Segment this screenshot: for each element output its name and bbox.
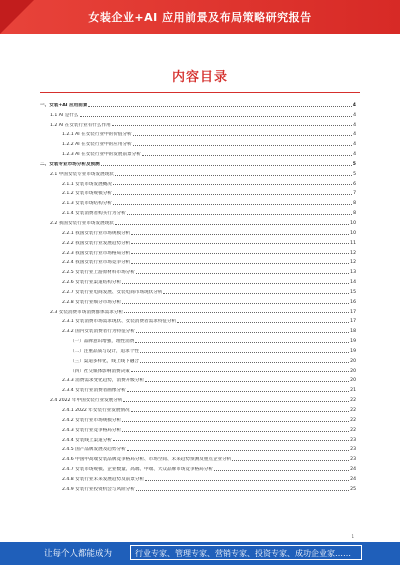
toc-entry[interactable] xyxy=(40,285,356,295)
toc-entry-label: 2.2.6 女装行业渠道结构分析 xyxy=(62,280,122,286)
toc-entry[interactable] xyxy=(40,216,356,226)
toc-entry-page: 14 xyxy=(350,280,356,286)
toc-dot-leader xyxy=(145,480,349,481)
toc-entry-page: 18 xyxy=(350,329,356,335)
toc-entry[interactable] xyxy=(40,265,356,275)
toc-entry[interactable] xyxy=(40,423,356,433)
toc-entry-label: 2.4.5 国产品牌发展及趋势分析 xyxy=(62,447,126,453)
toc-entry[interactable] xyxy=(40,196,356,206)
toc-title: 内容目录 xyxy=(171,70,228,85)
toc-dot-leader xyxy=(127,214,352,215)
table-of-contents xyxy=(40,98,356,492)
toc-dot-leader xyxy=(113,184,352,185)
toc-entry-label: 2.4.1 2022 年女装行业发展情况 xyxy=(62,408,130,413)
toc-entry-page: 20 xyxy=(350,378,356,384)
toc-dot-leader xyxy=(127,450,349,451)
toc-entry-page: 17 xyxy=(350,319,356,325)
toc-entry-label: 2.3.2 国内女装消费者行为特征分析 xyxy=(62,329,135,335)
toc-dot-leader xyxy=(122,303,349,304)
toc-dot-leader xyxy=(113,440,349,441)
report-title: 女装企业+AI 应用前景及布局策略研究报告 xyxy=(88,11,312,24)
toc-entry-label: 1.2.3 AI 在女装行业中的发展前景分析 xyxy=(62,152,141,158)
toc-entry[interactable] xyxy=(40,403,356,413)
toc-entry-label: 2.2.4 我国女装行业市场竞争分析 xyxy=(62,260,131,266)
toc-entry[interactable] xyxy=(40,98,356,108)
toc-entry-label: 2.1.1 女装市场发展概况 xyxy=(62,181,112,187)
footer-bar xyxy=(0,542,400,565)
toc-dot-leader xyxy=(131,411,349,412)
toc-dot-leader xyxy=(135,342,349,343)
toc-entry-page: 24 xyxy=(350,476,356,482)
footer-slogan-left: 让每个人都能成为 xyxy=(44,549,113,559)
toc-dot-leader xyxy=(145,381,349,382)
toc-dot-leader xyxy=(131,253,349,254)
toc-dot-leader xyxy=(133,135,352,136)
toc-entry-label: 2.2.2 我国女装行业发展趋势分析 xyxy=(62,240,131,246)
toc-dot-leader xyxy=(136,490,349,491)
toc-dot-leader xyxy=(122,421,349,422)
toc-dot-leader xyxy=(127,391,349,392)
toc-entry[interactable] xyxy=(40,305,356,315)
toc-entry-label: 2.4.7 女装市场规模、企业数量、高端、中端、大众品牌市场竞争格局分析 xyxy=(62,467,213,473)
toc-entry-page: 17 xyxy=(350,309,356,315)
toc-entry[interactable] xyxy=(40,324,356,334)
toc-entry[interactable] xyxy=(40,187,356,197)
toc-entry[interactable] xyxy=(40,413,356,423)
toc-entry-label: 1.2 AI 在女装行业有什么作用 xyxy=(50,122,111,128)
toc-dot-leader xyxy=(123,401,349,402)
toc-entry-page: 15 xyxy=(350,289,356,295)
toc-entry-label: 2.4.3 女装行业竞争格局分析 xyxy=(62,427,122,433)
toc-dot-leader xyxy=(113,194,352,195)
toc-entry-label: 2.2.7 女装行业电商发展、女装电商市场现状分析 xyxy=(62,289,163,295)
toc-entry-page: 23 xyxy=(350,457,356,463)
toc-entry-page: 10 xyxy=(350,220,356,226)
toc-entry[interactable] xyxy=(40,128,356,138)
toc-entry-page: 13 xyxy=(350,270,356,276)
toc-dot-leader xyxy=(115,224,349,225)
toc-entry-page: 23 xyxy=(350,437,356,443)
toc-entry-page: 5 xyxy=(353,171,356,177)
toc-entry[interactable] xyxy=(40,157,356,167)
toc-entry-page: 20 xyxy=(350,368,356,374)
toc-dot-leader xyxy=(163,293,349,294)
toc-dot-leader xyxy=(136,332,349,333)
toc-entry-label: 1.1 AI 是什么 xyxy=(50,112,79,118)
toc-entry-label: 1.2.1 AI 在女装行业中的价值分析 xyxy=(62,132,132,138)
toc-entry[interactable] xyxy=(40,462,356,472)
toc-entry-page: 7 xyxy=(353,191,356,197)
toc-entry-page: 5 xyxy=(352,161,356,167)
toc-entry-label: （三）渠道多样化，线上线下融合 xyxy=(70,358,139,364)
toc-entry[interactable] xyxy=(40,443,356,453)
toc-dot-leader xyxy=(214,470,349,471)
toc-entry-page: 22 xyxy=(350,398,356,404)
toc-entry-label: 2.1.3 女装市场结构分析 xyxy=(62,201,112,207)
toc-dot-leader xyxy=(124,312,349,313)
toc-entry-label: 1.2.2 AI 在女装行业中的应用分析 xyxy=(62,142,132,148)
toc-entry[interactable] xyxy=(40,472,356,482)
toc-dot-leader xyxy=(131,234,349,235)
toc-entry[interactable] xyxy=(40,177,356,187)
toc-entry-page: 23 xyxy=(350,447,356,453)
toc-dot-leader xyxy=(136,273,349,274)
toc-entry-label: 2.4.8 女装行业未来发展趋势及前景分析 xyxy=(62,476,145,482)
toc-entry[interactable] xyxy=(40,256,356,266)
toc-entry-label: 2.3.3 消费需求变化趋势，消费升级分析 xyxy=(62,378,145,384)
toc-dot-leader xyxy=(122,431,349,432)
toc-entry-page: 11 xyxy=(350,240,356,246)
toc-entry[interactable] xyxy=(40,383,356,393)
toc-entry-page: 4 xyxy=(353,132,356,138)
toc-dot-leader xyxy=(133,145,352,146)
toc-entry-label: 2.2.1 我国女装行业市场规模分析 xyxy=(62,230,131,236)
toc-dot-leader xyxy=(131,371,349,372)
toc-dot-leader xyxy=(112,125,352,126)
toc-entry[interactable] xyxy=(40,137,356,147)
toc-entry-page: 24 xyxy=(350,467,356,473)
toc-entry-label: 2.4.4 女装线上渠道分析 xyxy=(62,437,112,443)
toc-entry[interactable] xyxy=(40,206,356,216)
toc-entry-page: 22 xyxy=(350,408,356,413)
toc-entry-label: 2.2.5 女装行业上游原材料市场分析 xyxy=(62,270,135,276)
toc-entry-label: 2.1.2 女装市场规模分析 xyxy=(62,191,112,197)
toc-entry-label: 2.1 中国女装专业市场发展现状 xyxy=(50,171,114,177)
toc-entry-page: 25 xyxy=(350,486,356,492)
toc-entry-page: 12 xyxy=(350,260,356,266)
toc-entry-label: 2.4.2 女装行业市场规模分析 xyxy=(62,417,122,423)
toc-entry[interactable] xyxy=(40,393,356,403)
toc-entry-page: 19 xyxy=(350,348,356,354)
toc-entry-label: 2.3.4 女装行业消费者画像分析 xyxy=(62,388,126,394)
toc-entry-label: 2.3 女装消费市场消费群体需求分析 xyxy=(50,309,124,315)
toc-entry-page: 4 xyxy=(353,112,356,118)
toc-entry-page: 12 xyxy=(350,250,356,256)
toc-entry-page: 8 xyxy=(353,211,356,217)
toc-entry-label: 2.1.4 女装消费者购买行为分析 xyxy=(62,211,126,217)
toc-entry-page: 10 xyxy=(350,230,356,236)
toc-entry[interactable] xyxy=(40,147,356,157)
toc-entry[interactable] xyxy=(40,482,356,492)
toc-entry-label: 一、女装+AI 应用前景 xyxy=(40,102,88,108)
toc-dot-leader xyxy=(122,283,349,284)
toc-dot-leader xyxy=(113,204,352,205)
toc-dot-leader xyxy=(142,155,352,156)
toc-entry[interactable] xyxy=(40,374,356,384)
toc-entry[interactable] xyxy=(40,433,356,443)
toc-entry-page: 21 xyxy=(350,388,356,394)
toc-entry-label: 2.2.3 我国女装行业市场格局分析 xyxy=(62,250,131,256)
toc-entry-label: 2.4.6 中国中高端女装品牌竞争格局分析、市场空间、未来趋势预测及重点企业分析 xyxy=(62,457,232,463)
toc-entry[interactable] xyxy=(40,452,356,462)
toc-dot-leader xyxy=(80,116,353,117)
toc-dot-leader xyxy=(232,460,349,461)
toc-entry[interactable] xyxy=(40,344,356,354)
toc-entry-page: 6 xyxy=(353,181,356,187)
toc-entry[interactable] xyxy=(40,246,356,256)
toc-entry[interactable] xyxy=(40,226,356,236)
toc-entry-page: 4 xyxy=(353,142,356,148)
footer-slogan-box xyxy=(130,545,362,560)
toc-entry-label: 2.2.8 女装行业细分市场分析 xyxy=(62,299,122,305)
toc-entry[interactable] xyxy=(40,236,356,246)
toc-entry-page: 4 xyxy=(353,152,356,158)
page-number: 1 xyxy=(351,534,354,539)
toc-entry[interactable] xyxy=(40,334,356,344)
toc-dot-leader xyxy=(131,243,349,244)
toc-entry-label: 二、女装专业市场分析及预测 xyxy=(40,161,100,167)
toc-entry[interactable] xyxy=(40,275,356,285)
toc-entry[interactable] xyxy=(40,167,356,177)
toc-entry-label: 2.4.9 女装行业投资机会与风险分析 xyxy=(62,486,135,492)
toc-dot-leader xyxy=(115,175,352,176)
toc-entry-page: 4 xyxy=(352,102,356,108)
toc-entry-page: 22 xyxy=(350,417,356,423)
toc-entry-page: 19 xyxy=(350,339,356,345)
toc-entry-label: 2.2 我国女装行业市场发展现状 xyxy=(50,220,114,226)
toc-dot-leader xyxy=(140,352,349,353)
toc-entry[interactable] xyxy=(40,108,356,118)
toc-entry-page: 22 xyxy=(350,427,356,433)
toc-dot-leader xyxy=(101,165,352,166)
toc-entry-label: 2.4 2022 年中国女装行业发展分析 xyxy=(50,398,123,404)
toc-entry-page: 8 xyxy=(353,201,356,207)
toc-entry-label: 2.3.1 女装消费市场需求现状、女装消费者需求特征分析 xyxy=(62,319,177,325)
toc-entry-label: （四）社交媒体影响消费决策 xyxy=(70,368,130,374)
toc-entry[interactable] xyxy=(40,295,356,305)
toc-entry[interactable] xyxy=(40,315,356,325)
toc-title-rule xyxy=(40,92,360,93)
toc-entry-label: （二）注重品质与设计，追求个性 xyxy=(70,348,139,354)
toc-dot-leader xyxy=(131,263,349,264)
toc-entry[interactable] xyxy=(40,118,356,128)
toc-dot-leader xyxy=(177,322,349,323)
header-bar xyxy=(0,0,400,34)
toc-entry-page: 4 xyxy=(353,122,356,128)
toc-dot-leader xyxy=(140,362,349,363)
toc-entry-page: 20 xyxy=(350,358,356,364)
footer-slogan-right: 行业专家、管理专家、营销专家、投资专家、成功企业家…… xyxy=(135,549,351,558)
toc-entry-page: 16 xyxy=(350,299,356,305)
toc-entry[interactable] xyxy=(40,364,356,374)
toc-dot-leader xyxy=(88,106,351,107)
toc-entry-label: （一）品牌意识增强，理性消费 xyxy=(70,339,135,345)
toc-entry[interactable] xyxy=(40,354,356,364)
